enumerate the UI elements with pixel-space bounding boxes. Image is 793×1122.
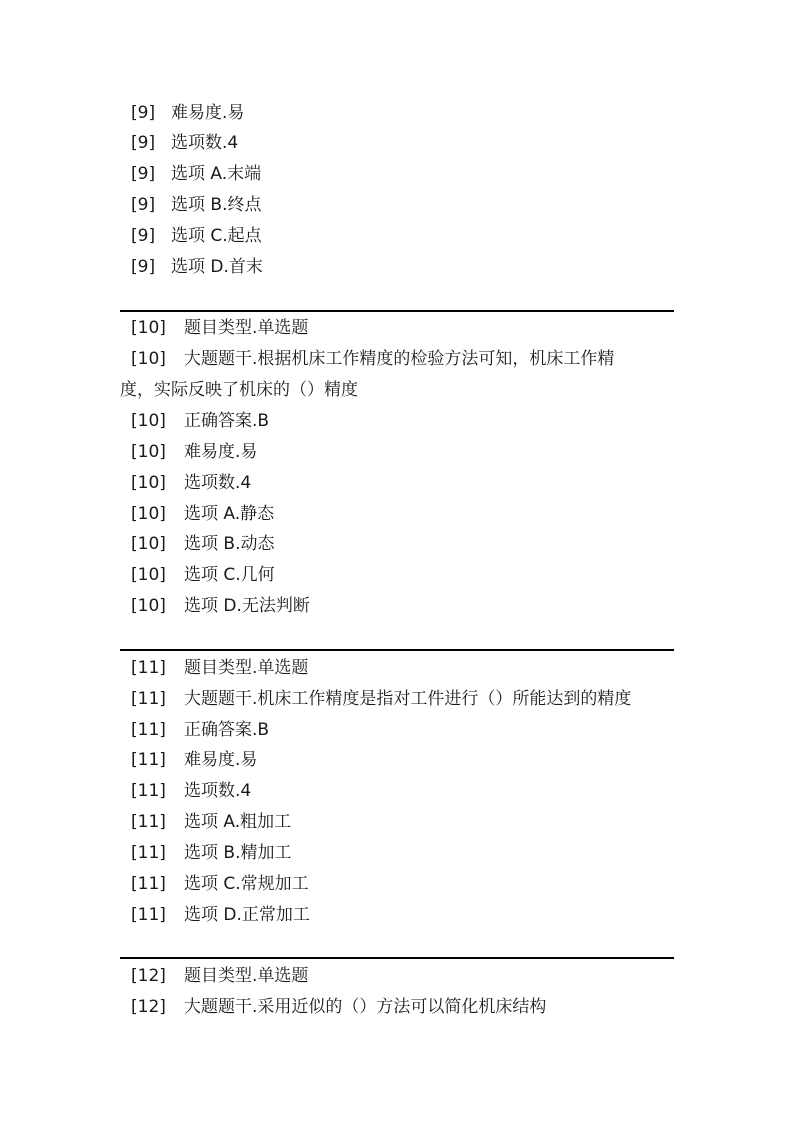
- question-separator: [120, 957, 674, 959]
- q11-option-d-line: [11] 选项 D.正常加工: [131, 905, 310, 925]
- q11-option-b-line: [11] 选项 B.精加工: [131, 843, 292, 863]
- q10-option-count-line: [10] 选项数.4: [131, 473, 252, 493]
- q10-option-c-line: [10] 选项 C.几何: [131, 565, 275, 585]
- q10-answer-line: [10] 正确答案.B: [131, 411, 270, 431]
- q10-stem-continuation: 度，实际反映了机床的（）精度: [120, 380, 358, 400]
- q11-option-count-line: [11] 选项数.4: [131, 781, 252, 801]
- q10-difficulty-line: [10] 难易度.易: [131, 442, 258, 462]
- q11-type-line: [11] 题目类型.单选题: [131, 658, 309, 678]
- q11-stem-line: [11] 大题题干.机床工作精度是指对工件进行（）所能达到的精度: [131, 689, 632, 709]
- q9-difficulty-line: [9] 难易度.易: [131, 103, 245, 123]
- q9-option-a-line: [9] 选项 A.末端: [131, 164, 262, 184]
- q11-option-c-line: [11] 选项 C.常规加工: [131, 874, 309, 894]
- q11-option-a-line: [11] 选项 A.粗加工: [131, 812, 292, 832]
- q10-option-b-line: [10] 选项 B.动态: [131, 534, 275, 554]
- q10-type-line: [10] 题目类型.单选题: [131, 318, 309, 338]
- question-separator: [120, 649, 674, 651]
- q9-option-count-line: [9] 选项数.4: [131, 133, 239, 153]
- question-separator: [120, 310, 674, 312]
- q11-answer-line: [11] 正确答案.B: [131, 720, 270, 740]
- q12-type-line: [12] 题目类型.单选题: [131, 966, 309, 986]
- q9-option-d-line: [9] 选项 D.首末: [131, 257, 263, 277]
- q10-option-d-line: [10] 选项 D.无法判断: [131, 596, 310, 616]
- q12-stem-line: [12] 大题题干.采用近似的（）方法可以简化机床结构: [131, 997, 547, 1017]
- q10-option-a-line: [10] 选项 A.静态: [131, 504, 275, 524]
- q9-option-b-line: [9] 选项 B.终点: [131, 195, 262, 215]
- q11-difficulty-line: [11] 难易度.易: [131, 750, 258, 770]
- q10-stem-line: [10] 大题题干.根据机床工作精度的检验方法可知，机床工作精: [131, 349, 615, 369]
- q9-option-c-line: [9] 选项 C.起点: [131, 226, 262, 246]
